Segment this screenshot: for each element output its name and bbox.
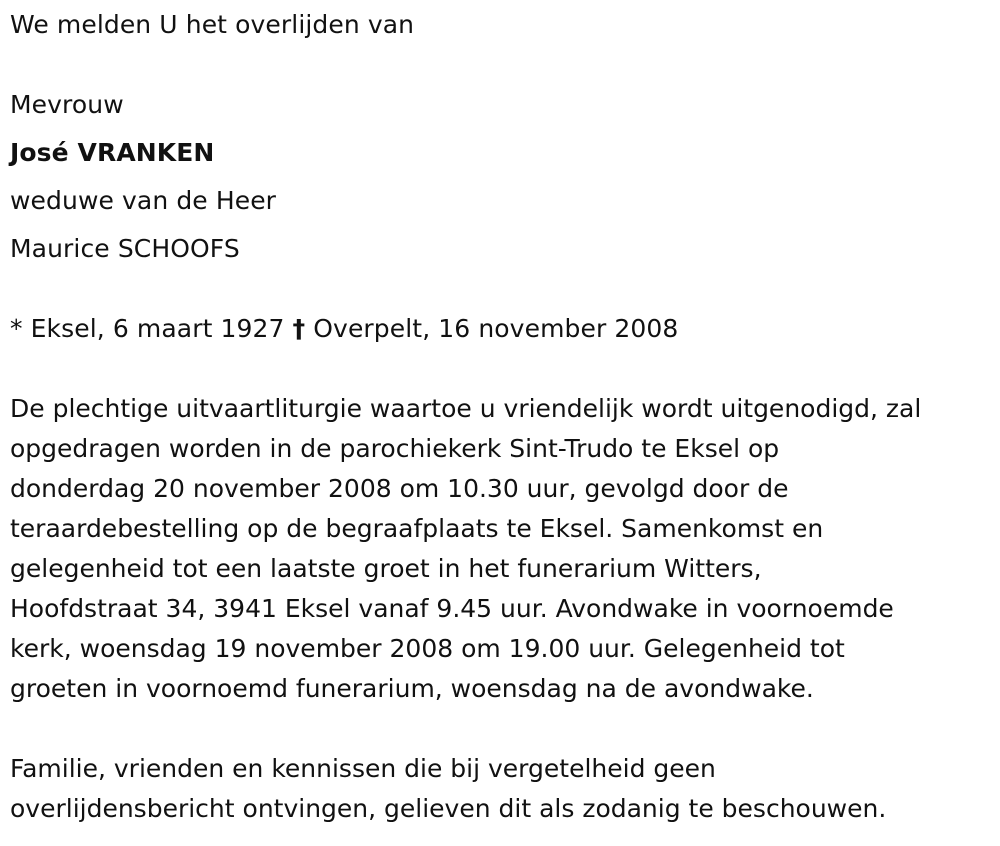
- ceremony-line: donderdag 20 november 2008 om 10.30 uur, gevolgd door de: [10, 474, 789, 503]
- closing-line: overlijdensbericht ontvingen, gelieven dit als zodanig te beschouwen.: [10, 794, 887, 823]
- closing-paragraph: [10, 749, 995, 829]
- life-dates: [10, 309, 678, 349]
- ceremony-line: De plechtige uitvaartliturgie waartoe u vriendelijk wordt uitgenodigd, zal: [10, 394, 922, 423]
- relation-text: weduwe van de Heer: [10, 186, 277, 215]
- ceremony-line: gelegenheid tot een laatste groet in het funerarium Witters,: [10, 554, 762, 583]
- salutation: Mevrouw: [10, 90, 124, 119]
- cross-icon: †: [292, 314, 306, 343]
- spouse-name: Maurice SCHOOFS: [10, 234, 240, 263]
- ceremony-line: groeten in voornoemd funerarium, woensdag na de avondwake.: [10, 674, 814, 703]
- ceremony-line: kerk, woensdag 19 november 2008 om 19.00 uur. Gelegenheid tot: [10, 634, 845, 663]
- intro-text: We melden U het overlijden van: [10, 10, 415, 39]
- closing-line: Familie, vrienden en kennissen die bij vergetelheid geen: [10, 754, 716, 783]
- ceremony-paragraph: [10, 389, 995, 709]
- death-info: Overpelt, 16 november 2008: [313, 314, 679, 343]
- ceremony-line: teraardebestelling op de begraafplaats te Eksel. Samenkomst en: [10, 514, 824, 543]
- ceremony-line: opgedragen worden in de parochiekerk Sint-Trudo te Eksel op: [10, 434, 780, 463]
- deceased-name: José VRANKEN: [10, 138, 215, 167]
- ceremony-line: Hoofdstraat 34, 3941 Eksel vanaf 9.45 uur. Avondwake in voornoemde: [10, 594, 894, 623]
- birth-info: * Eksel, 6 maart 1927: [10, 314, 285, 343]
